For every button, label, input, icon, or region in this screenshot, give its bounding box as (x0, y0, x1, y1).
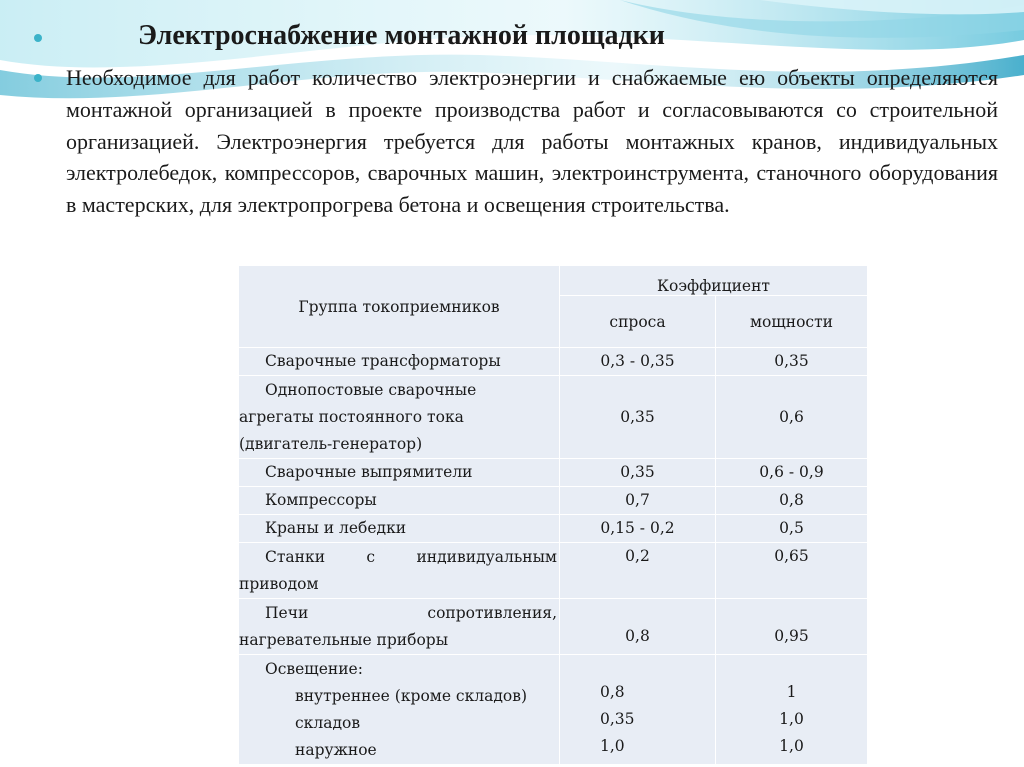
subrow-demand-value: 1,0 (600, 737, 625, 755)
row-demand-value: 0,8 (560, 599, 716, 655)
table-row (239, 543, 868, 599)
row-name: Компрессоры (239, 487, 560, 515)
row-demand-value: 0,35 (560, 376, 716, 459)
subrow-demand-value: 0,8 (600, 683, 625, 701)
row-name: Станки с индивидуальным приводом (239, 543, 560, 599)
table-row (239, 515, 868, 543)
group-column-header: Группа токоприемников (239, 266, 560, 348)
row-power-value: 0,95 (716, 599, 868, 655)
table-row-lighting (239, 655, 868, 765)
subrow-demand-value: 0,35 (600, 710, 635, 728)
subrow-name: наружное (295, 740, 377, 759)
row-demand-value: 0,35 (560, 459, 716, 487)
table-header-row (239, 266, 868, 296)
table-row (239, 459, 868, 487)
row-power-value: 0,6 (716, 376, 868, 459)
subrow-name: внутреннее (кроме складов) (295, 686, 528, 705)
row-name: Освещение: внутреннее (кроме складов) складов наружное (239, 655, 560, 765)
row-power-value: 0,35 (716, 348, 868, 376)
table-row (239, 376, 868, 459)
coefficient-header: Коэффициент (560, 266, 868, 296)
row-name: Однопостовые сварочные агрегаты постоянного тока (двигатель-генератор) (239, 376, 560, 459)
row-demand-value: 0,15 - 0,2 (560, 515, 716, 543)
row-demand-value: 0,3 - 0,35 (560, 348, 716, 376)
power-column-header: мощности (716, 296, 868, 348)
row-power-value: 0,6 - 0,9 (716, 459, 868, 487)
table-row (239, 599, 868, 655)
row-demand-value: 0,7 (560, 487, 716, 515)
paragraph-bullet-icon (34, 74, 42, 82)
subrow-power-value: 1,0 (779, 737, 804, 755)
table-row (239, 487, 868, 515)
row-name: Печи сопротивления, нагревательные приборы (239, 599, 560, 655)
demand-column-header: спроса (560, 296, 716, 348)
row-name: Сварочные выпрямители (239, 459, 560, 487)
row-power-value: 0,8 (716, 487, 868, 515)
subrow-power-value: 1,0 (779, 710, 804, 728)
row-demand-value: 0,2 (560, 543, 716, 599)
row-name: Краны и лебедки (239, 515, 560, 543)
row-power-value: 0,5 (716, 515, 868, 543)
title-bullet-icon (34, 34, 42, 42)
body-paragraph: Необходимое для работ количество электроэнергии и снабжаемые ею объекты определяются монтажной организацией в проекте производства работ и согласовываются со строительной организацией. Электроэнергия требуется для работы монтажных кранов, индивидуальных электролебедок, компрессоров, сварочных машин, электроинструмента, станочного оборудования в мастерских, для электропрогрева бетона и освещения строительства. (66, 65, 998, 218)
slide-title: Электроснабжение монтажной площадки (138, 20, 665, 51)
row-power-value: 0,65 (716, 543, 868, 599)
power-coefficient-table (238, 265, 868, 765)
row-name: Сварочные трансформаторы (239, 348, 560, 376)
subrow-name: складов (295, 713, 361, 732)
table-row (239, 348, 868, 376)
row-power-values (716, 655, 868, 765)
subrow-power-value: 1 (786, 683, 797, 701)
row-demand-values (560, 655, 716, 765)
